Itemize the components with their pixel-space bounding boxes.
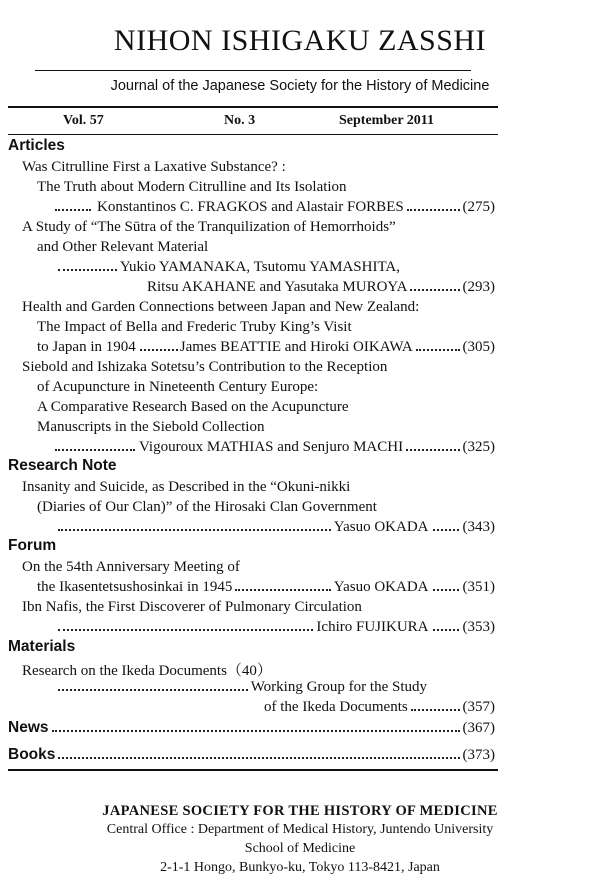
central-office-line1: Central Office : Department of Medical History, Juntendo University: [106, 822, 494, 837]
leader-dots: [58, 269, 117, 271]
article-3-title-line3: to Japan in 1904: [37, 339, 136, 355]
journal-title: NIHON ISHIGAKU ZASSHI: [113, 24, 487, 57]
leader-dots: [52, 730, 460, 732]
article-2-authors-line1: Yukio YAMANAKA, Tsutomu YAMASHITA,: [119, 259, 400, 275]
research-note-authors: Yasuo OKADA: [333, 519, 429, 535]
leader-dots: [58, 629, 313, 631]
header-rule-bottom: [8, 134, 498, 135]
article-4-authors: Vigouroux MATHIAS and Senjuro MACHI: [139, 439, 404, 455]
central-office-line2: School of Medicine: [244, 841, 356, 856]
article-4-title-line2: of Acupuncture in Nineteenth Century Europe:: [37, 379, 319, 395]
title-rule: [35, 70, 471, 71]
article-2-authors-line2: Ritsu AKAHANE and Yasutaka MUROYA: [147, 279, 408, 295]
materials-author-line2: [264, 699, 495, 716]
volume-label: Vol. 57: [63, 113, 104, 128]
section-materials: Materials: [8, 638, 76, 655]
leader-dots: [140, 349, 178, 351]
article-1-title-line2: The Truth about Modern Citrulline and Its Isolation: [37, 179, 347, 195]
leader-dots: [407, 209, 460, 211]
section-articles: Articles: [8, 137, 65, 154]
section-books: Books: [8, 746, 56, 763]
materials-author-line1: [55, 679, 427, 696]
books-line: [8, 746, 495, 764]
society-name: JAPANESE SOCIETY FOR THE HISTORY OF MEDICINE: [102, 803, 498, 819]
issue-number: No. 3: [224, 113, 256, 128]
issue-date: September 2011: [339, 113, 435, 128]
leader-dots: [58, 529, 331, 531]
research-note-page: (343): [462, 519, 495, 535]
article-3-authors: James BEATTIE and Hiroki OIKAWA: [179, 339, 413, 355]
forum-2-title: Ibn Nafis, the First Discoverer of Pulmonary Circulation: [22, 599, 362, 615]
news-page: (367): [462, 720, 495, 736]
forum-1-title-line2: the Ikasentetsushosinkai in 1945: [37, 579, 233, 595]
leader-dots: [411, 709, 460, 711]
article-4-title-line3: A Comparative Research Based on the Acupuncture: [37, 399, 349, 415]
materials-authors-line2: of the Ikeda Documents: [264, 699, 408, 715]
header-rule-top: [8, 106, 498, 108]
leader-dots: [58, 757, 459, 759]
research-note-author-line: [55, 519, 495, 536]
article-1-authors: Konstantinos C. FRAGKOS and Alastair FORBES: [97, 199, 404, 215]
forum-1-title-line1: On the 54th Anniversary Meeting of: [22, 559, 240, 575]
article-3-page: (305): [462, 339, 495, 355]
article-2-author-line2: [147, 279, 495, 296]
research-note-title-line1: Insanity and Suicide, as Described in the “Okuni-nikki: [22, 479, 351, 495]
article-3-author-line: [37, 339, 495, 356]
article-1-author-line: [55, 199, 495, 216]
section-forum: Forum: [8, 537, 57, 554]
section-research-note: Research Note: [8, 457, 117, 474]
article-4-author-line: [55, 439, 495, 456]
article-3-title-line2: The Impact of Bella and Frederic Truby King’s Visit: [37, 319, 352, 335]
leader-dots: [58, 689, 248, 691]
leader-dots: [406, 449, 459, 451]
journal-subtitle: Journal of the Japanese Society for the History of Medicine: [110, 78, 490, 94]
article-3-title-line1: Health and Garden Connections between Japan and New Zealand:: [22, 299, 420, 315]
article-4-page: (325): [462, 439, 495, 455]
leader-dots: [433, 629, 459, 631]
article-2-title-line2: and Other Relevant Material: [37, 239, 209, 255]
materials-authors-line1: Working Group for the Study: [250, 679, 427, 695]
article-4-title-line4: Manuscripts in the Siebold Collection: [37, 419, 265, 435]
leader-dots: [416, 349, 460, 351]
materials-title: Research on the Ikeda Documents（40）: [22, 663, 272, 679]
forum-1-author-line: [37, 579, 495, 596]
leader-dots: [55, 209, 91, 211]
leader-dots: [433, 589, 459, 591]
forum-2-authors: Ichiro FUJIKURA: [316, 619, 429, 635]
forum-2-page: (353): [462, 619, 495, 635]
leader-dots: [55, 449, 135, 451]
contents-bottom-rule: [8, 769, 498, 771]
materials-page: (357): [462, 699, 495, 715]
forum-1-authors: Yasuo OKADA: [333, 579, 429, 595]
books-page: (373): [462, 747, 495, 763]
research-note-title-line2: (Diaries of Our Clan)” of the Hirosaki Clan Government: [37, 499, 377, 515]
leader-dots: [433, 529, 459, 531]
leader-dots: [410, 289, 459, 291]
article-2-author-line1: [55, 259, 400, 276]
article-1-title-line1: Was Citrulline First a Laxative Substance? :: [22, 159, 286, 175]
news-line: [8, 719, 495, 737]
article-2-page: (293): [462, 279, 495, 295]
leader-dots: [235, 589, 330, 591]
forum-2-author-line: [55, 619, 495, 636]
section-news: News: [8, 719, 49, 736]
society-address: 2-1-1 Hongo, Bunkyo-ku, Tokyo 113-8421, Japan: [160, 860, 440, 875]
article-1-page: (275): [462, 199, 495, 215]
forum-1-page: (351): [462, 579, 495, 595]
article-4-title-line1: Siebold and Ishizaka Sotetsu’s Contribution to the Reception: [22, 359, 388, 375]
article-2-title-line1: A Study of “The Sūtra of the Tranquilization of Hemorrhoids”: [22, 219, 396, 235]
